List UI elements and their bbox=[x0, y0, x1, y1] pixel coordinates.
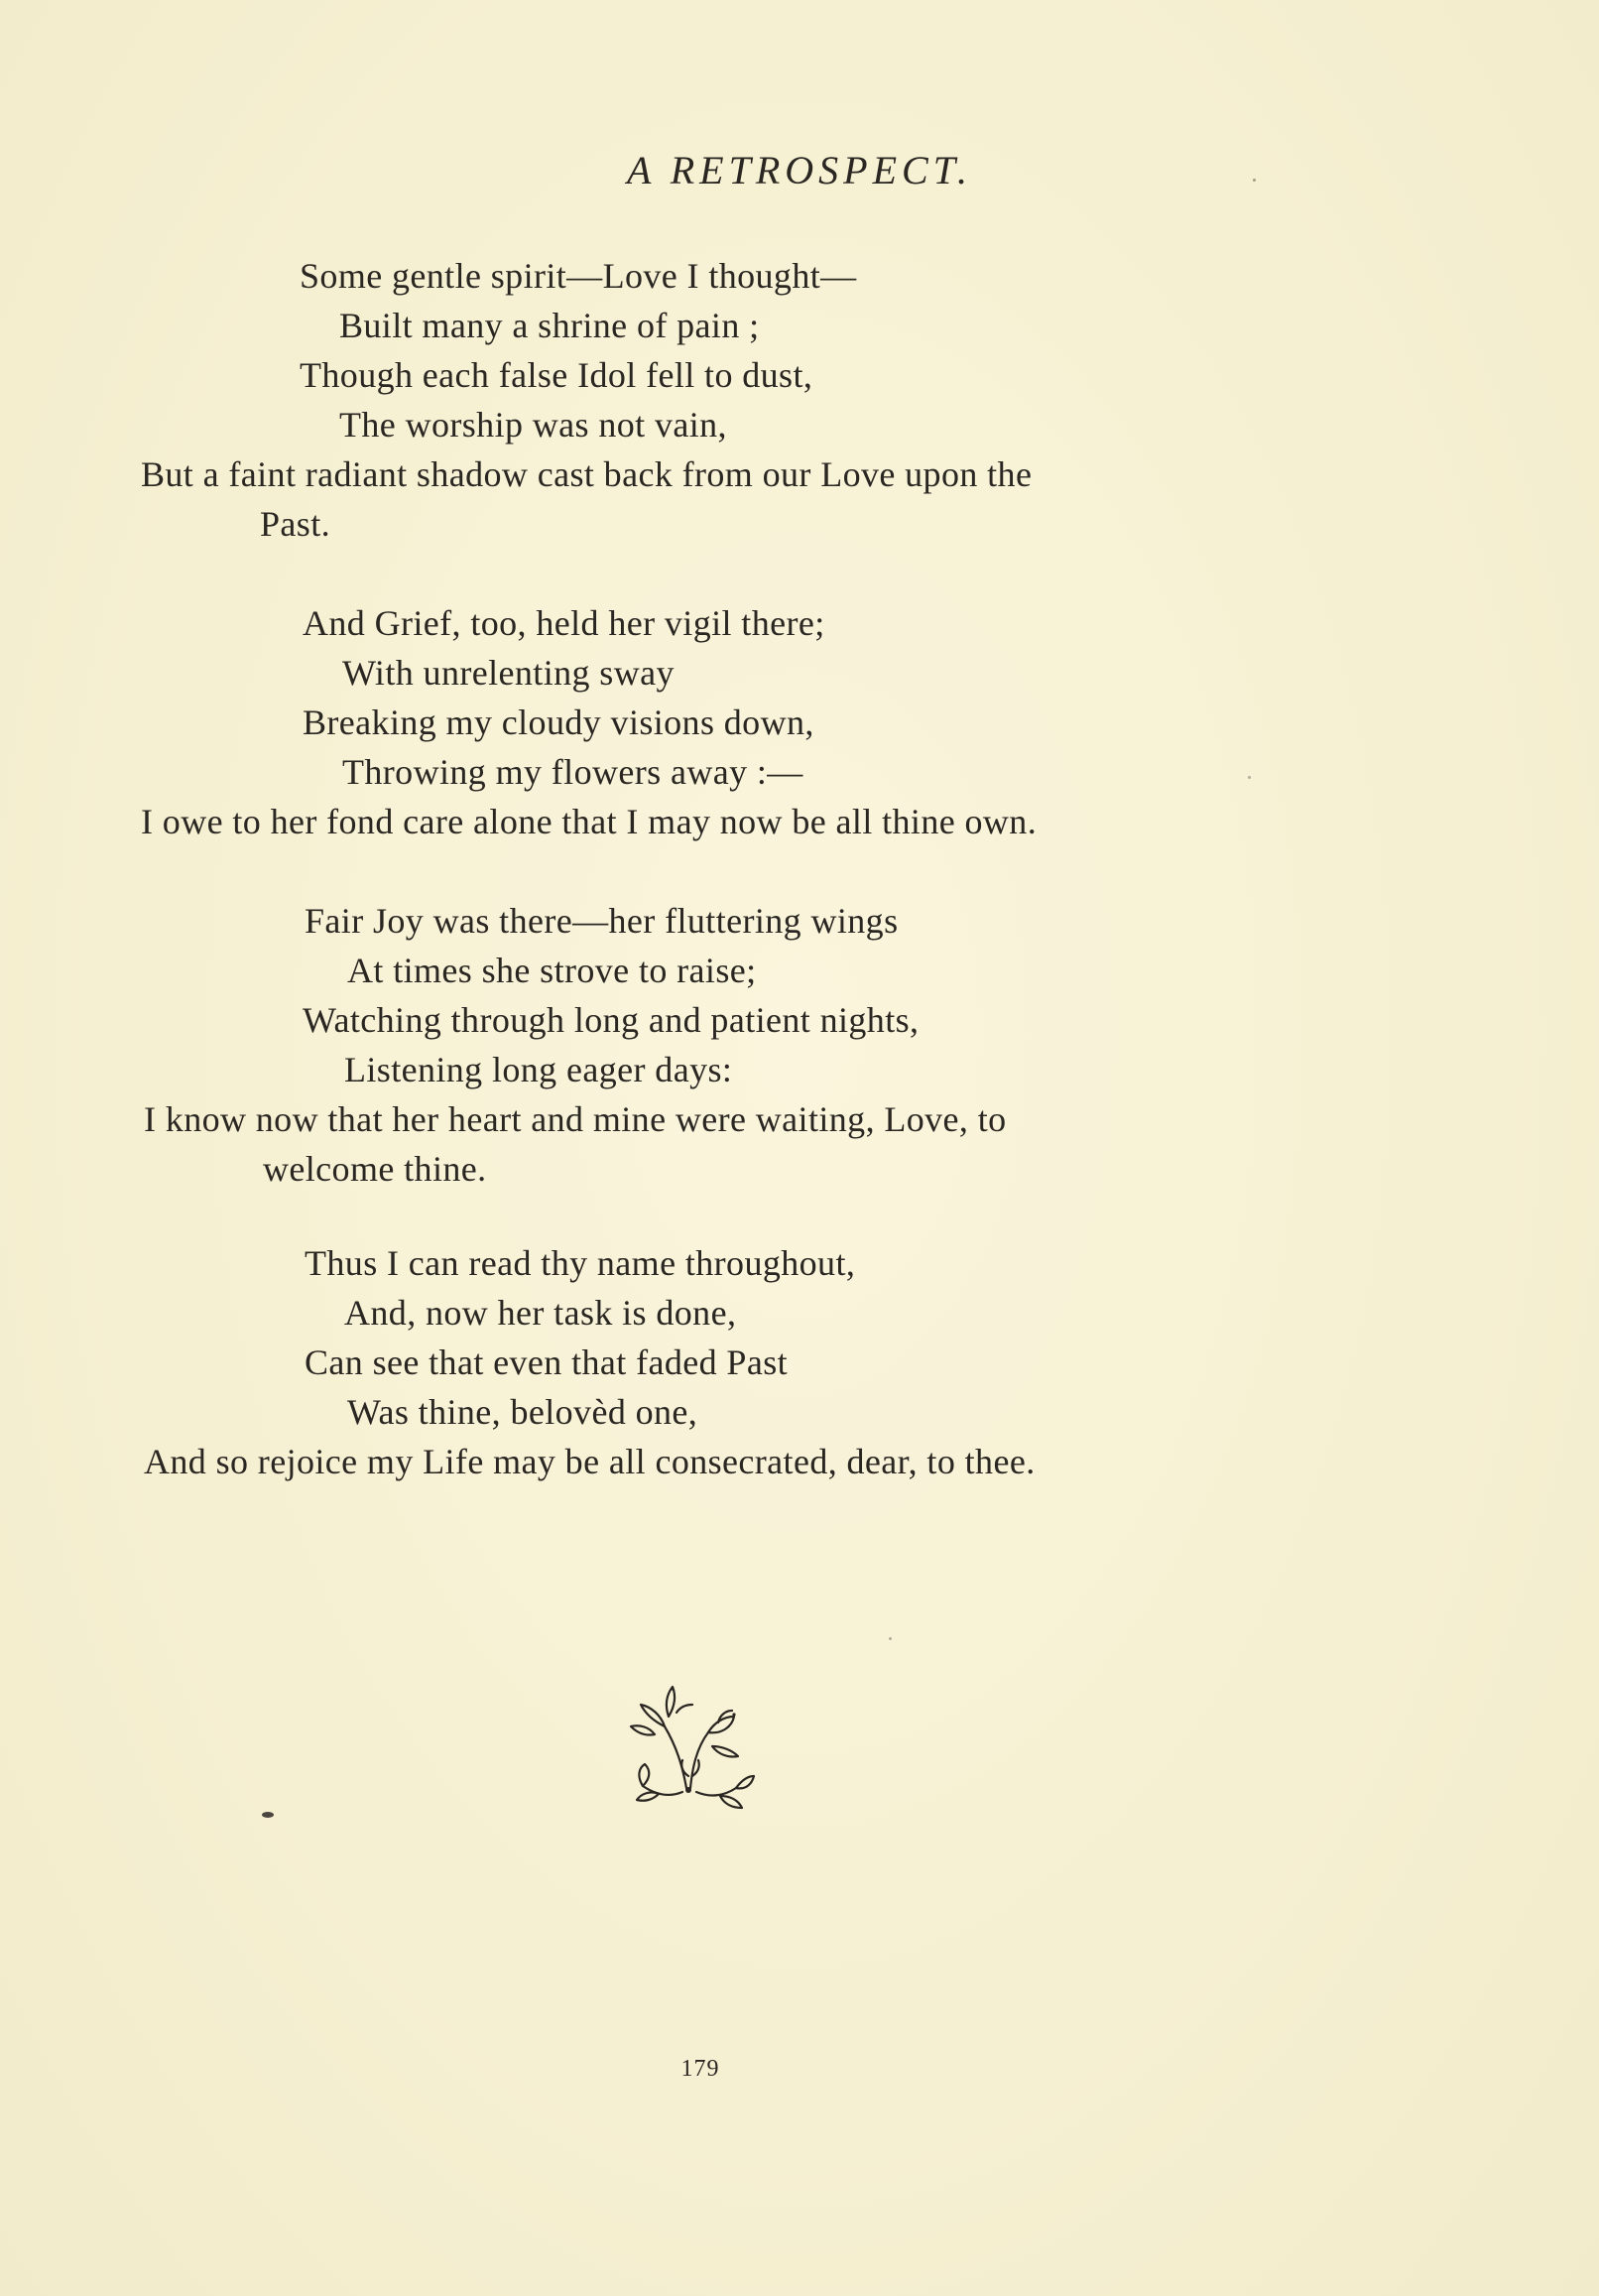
verse-line: And so rejoice my Life may be all consecrated, dear, to thee. bbox=[144, 1442, 1036, 1481]
verse-line: And, now her task is done, bbox=[344, 1293, 737, 1333]
ink-speck bbox=[1248, 776, 1251, 779]
verse-line: welcome thine. bbox=[263, 1149, 487, 1189]
verse-line: Thus I can read thy name throughout, bbox=[305, 1243, 856, 1283]
verse-line: Built many a shrine of pain ; bbox=[339, 306, 760, 345]
verse-line: Was thine, belovèd one, bbox=[347, 1392, 698, 1432]
page-number: 179 bbox=[680, 2056, 720, 2082]
verse-line: And Grief, too, held her vigil there; bbox=[303, 603, 825, 643]
floral-vignette-icon bbox=[625, 1677, 764, 1816]
verse-line: Throwing my flowers away :— bbox=[342, 752, 803, 792]
ink-speck bbox=[1253, 179, 1256, 182]
verse-line: Past. bbox=[260, 504, 331, 544]
verse-line: But a faint radiant shadow cast back from our Love upon the bbox=[141, 454, 1033, 494]
verse-line: I owe to her fond care alone that I may now be all thine own. bbox=[141, 802, 1038, 841]
verse-line: Watching through long and patient nights, bbox=[303, 1000, 920, 1040]
verse-line: Though each false Idol fell to dust, bbox=[300, 355, 813, 395]
verse-line: The worship was not vain, bbox=[339, 405, 727, 445]
verse-line: I know now that her heart and mine were waiting, Love, to bbox=[144, 1099, 1007, 1139]
verse-line: At times she strove to raise; bbox=[347, 951, 757, 990]
verse-line: With unrelenting sway bbox=[342, 653, 675, 693]
verse-line: Breaking my cloudy visions down, bbox=[303, 702, 814, 742]
ink-speck bbox=[889, 1637, 892, 1640]
verse-line: Fair Joy was there—her fluttering wings bbox=[305, 901, 899, 941]
ink-speck bbox=[262, 1812, 274, 1818]
verse-line: Some gentle spirit—Love I thought— bbox=[300, 256, 857, 296]
verse-line: Listening long eager days: bbox=[344, 1050, 733, 1089]
verse-line: Can see that even that faded Past bbox=[305, 1342, 789, 1382]
page-title: A RETROSPECT. bbox=[627, 148, 972, 192]
